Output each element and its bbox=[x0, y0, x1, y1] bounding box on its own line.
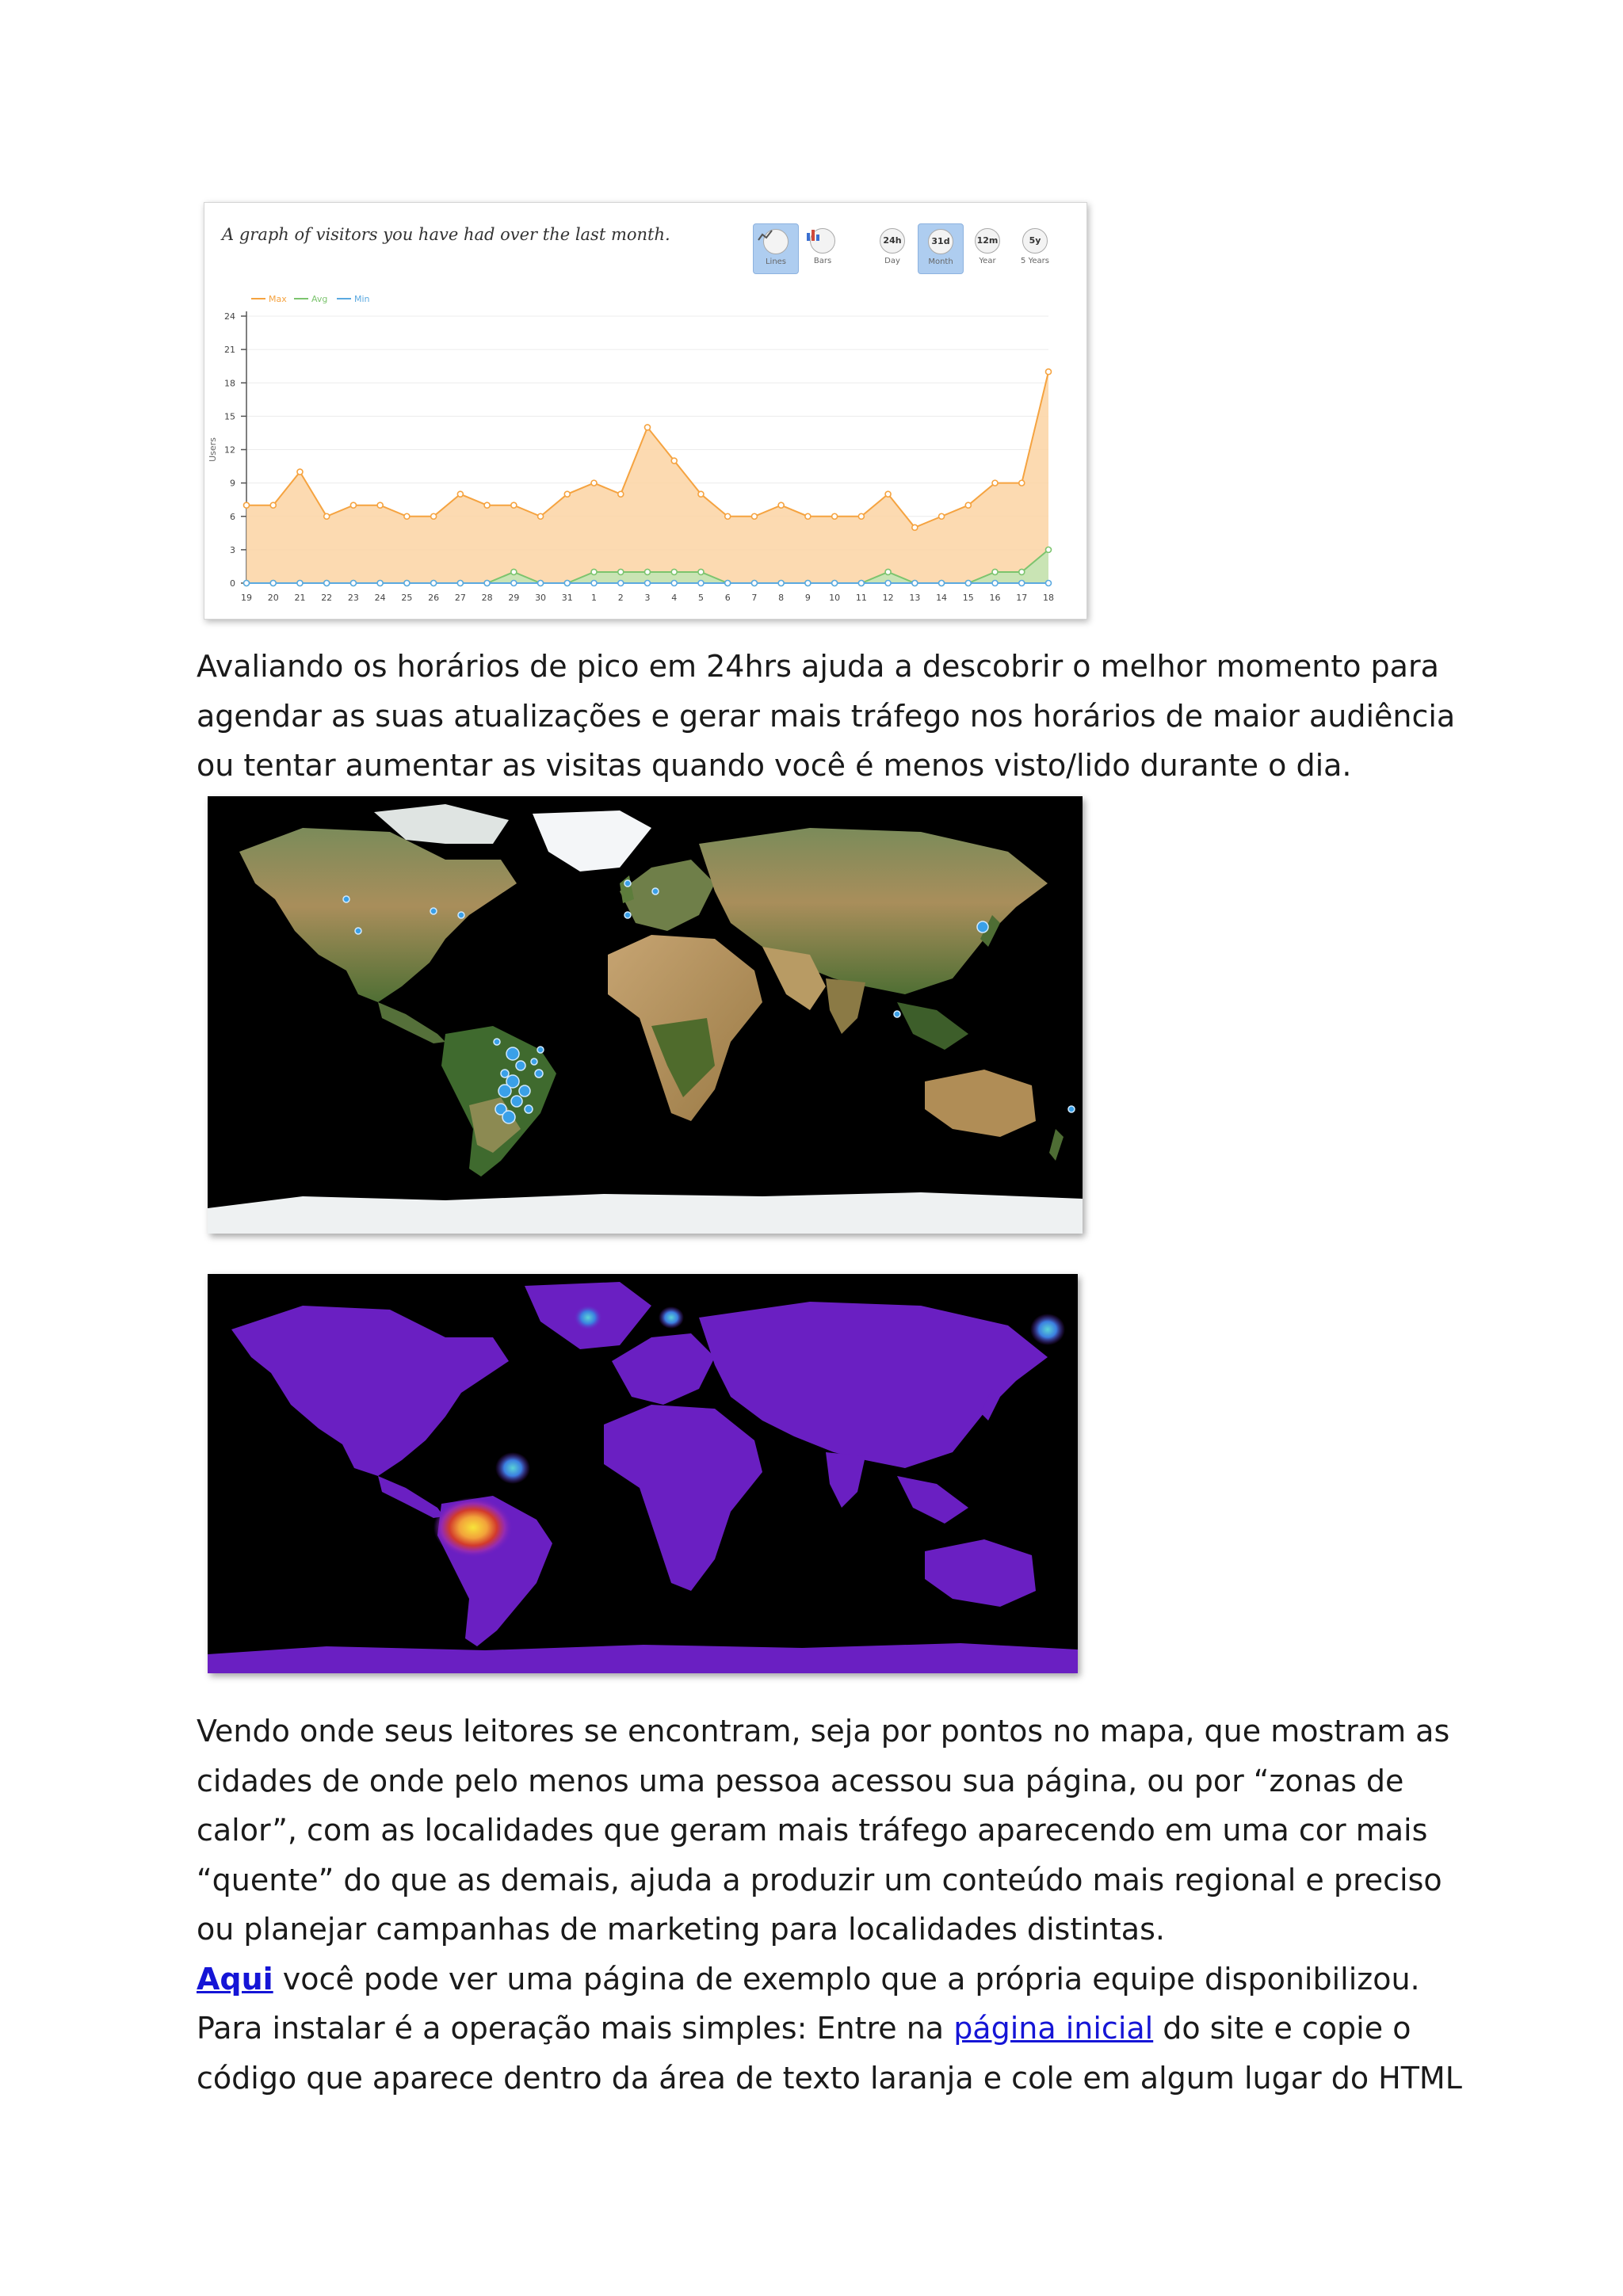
y-axis-label: Users bbox=[208, 437, 218, 462]
range-month-knob: 31d bbox=[928, 229, 953, 254]
range-year-knob: 12m bbox=[975, 228, 1000, 254]
data-point-max bbox=[591, 480, 597, 486]
pagina-inicial-link[interactable]: página inicial bbox=[953, 2011, 1154, 2046]
text-segment: você pode ver uma página de exemplo que a própria equipe disponibilizou. bbox=[273, 1961, 1420, 1997]
range-5years-knob: 5y bbox=[1022, 228, 1048, 254]
range-5years-label: 5 Years bbox=[1021, 257, 1049, 265]
data-point-min bbox=[431, 581, 437, 586]
data-point-max bbox=[297, 469, 303, 475]
paragraph-peak-hours bbox=[197, 642, 1456, 791]
data-point-max bbox=[645, 425, 651, 430]
data-point-avg bbox=[1046, 547, 1052, 552]
data-point-min bbox=[885, 581, 891, 586]
data-point-max bbox=[858, 513, 864, 519]
visitors-chart-widget bbox=[204, 202, 1087, 620]
data-point-avg bbox=[511, 569, 517, 574]
heat-hotspot-south-brazil bbox=[433, 1497, 513, 1558]
series-area-max bbox=[246, 372, 1048, 583]
legend-label-avg: Avg bbox=[311, 294, 328, 304]
data-point-max bbox=[965, 502, 971, 508]
x-tick-label: 16 bbox=[989, 593, 1001, 603]
data-point-min bbox=[270, 581, 276, 586]
legend-label-min: Min bbox=[354, 294, 370, 304]
x-tick-label: 5 bbox=[697, 593, 704, 603]
heat-map-image bbox=[208, 1274, 1078, 1673]
text-line: “quente” do que as demais, ajuda a produzir um conteúdo mais regional e preciso bbox=[197, 1862, 1442, 1897]
text-line: ou planejar campanhas de marketing para localidades distintas. bbox=[197, 1912, 1165, 1947]
data-point-max bbox=[1046, 369, 1052, 375]
x-tick-label: 13 bbox=[909, 593, 921, 603]
data-point-min bbox=[511, 581, 517, 586]
bars-label: Bars bbox=[813, 257, 832, 265]
x-tick-label: 30 bbox=[535, 593, 547, 603]
text-segment: do site e copie o bbox=[1153, 2011, 1411, 2046]
data-point-min bbox=[484, 581, 490, 586]
data-point-min bbox=[324, 581, 330, 586]
data-point-avg bbox=[992, 569, 998, 574]
data-point-min bbox=[645, 581, 651, 586]
paragraph-reader-location bbox=[197, 1707, 1462, 2103]
y-tick-label: 0 bbox=[230, 578, 235, 589]
data-point-avg bbox=[671, 569, 677, 574]
data-point-min bbox=[618, 581, 624, 586]
y-tick-label: 9 bbox=[230, 478, 235, 489]
x-tick-label: 29 bbox=[508, 593, 520, 603]
data-point-max bbox=[671, 458, 677, 463]
x-tick-label: 25 bbox=[401, 593, 413, 603]
visitors-chart bbox=[204, 203, 1086, 619]
x-tick-label: 15 bbox=[962, 593, 974, 603]
data-point-max bbox=[912, 524, 918, 530]
data-point-min bbox=[377, 581, 383, 586]
range-year-label: Year bbox=[979, 257, 996, 265]
x-tick-label: 14 bbox=[936, 593, 948, 603]
world-map-visitor-points bbox=[208, 796, 1083, 1234]
data-point-max bbox=[778, 502, 784, 508]
data-point-avg bbox=[885, 569, 891, 574]
y-tick-label: 24 bbox=[224, 311, 235, 322]
data-point-max bbox=[805, 513, 811, 519]
range-day-label: Day bbox=[884, 257, 900, 265]
y-tick-label: 21 bbox=[224, 345, 235, 356]
data-point-avg bbox=[591, 569, 597, 574]
x-tick-label: 10 bbox=[829, 593, 841, 603]
data-point-min bbox=[778, 581, 784, 586]
x-tick-label: 23 bbox=[347, 593, 359, 603]
data-point-max bbox=[350, 502, 356, 508]
text-line: cidades de onde pelo menos uma pessoa acessou sua página, ou por “zonas de bbox=[197, 1763, 1404, 1798]
data-point-avg bbox=[618, 569, 624, 574]
data-point-min bbox=[725, 581, 731, 586]
data-point-min bbox=[858, 581, 864, 586]
text-line-install bbox=[197, 2004, 1433, 2054]
data-point-min bbox=[671, 581, 677, 586]
data-point-min bbox=[912, 581, 918, 586]
data-point-min bbox=[297, 581, 303, 586]
data-point-max bbox=[751, 513, 757, 519]
data-point-min bbox=[698, 581, 704, 586]
data-point-min bbox=[1019, 581, 1025, 586]
x-tick-label: 7 bbox=[751, 593, 758, 603]
text-line-aqui bbox=[197, 1955, 1433, 2004]
data-point-min bbox=[244, 581, 250, 586]
x-tick-label: 4 bbox=[671, 593, 678, 603]
y-tick-label: 6 bbox=[230, 511, 235, 522]
data-point-min bbox=[404, 581, 410, 586]
x-tick-label: 9 bbox=[804, 593, 811, 603]
data-point-min bbox=[992, 581, 998, 586]
y-tick-label: 18 bbox=[224, 378, 235, 389]
data-point-min bbox=[965, 581, 971, 586]
x-tick-label: 17 bbox=[1016, 593, 1028, 603]
x-tick-label: 31 bbox=[561, 593, 573, 603]
x-tick-label: 21 bbox=[294, 593, 306, 603]
x-tick-label: 27 bbox=[454, 593, 466, 603]
data-point-avg bbox=[1019, 569, 1025, 574]
text-line: calor”, com as localidades que geram mais tráfego aparecendo em uma cor mais bbox=[197, 1813, 1428, 1848]
world-map-heat-zones bbox=[208, 1274, 1078, 1673]
text-line: agendar as suas atualizações e gerar mais tráfego nos horários de maior audiência bbox=[197, 698, 1456, 734]
data-point-min bbox=[1046, 581, 1052, 586]
data-point-min bbox=[591, 581, 597, 586]
data-point-avg bbox=[645, 569, 651, 574]
data-point-max bbox=[885, 491, 891, 497]
data-point-max bbox=[270, 502, 276, 508]
y-tick-label: 12 bbox=[224, 444, 235, 456]
data-point-min bbox=[538, 581, 544, 586]
data-point-min bbox=[457, 581, 463, 586]
data-point-min bbox=[805, 581, 811, 586]
data-point-max bbox=[511, 502, 517, 508]
data-point-avg bbox=[698, 569, 704, 574]
x-tick-label: 20 bbox=[267, 593, 279, 603]
data-point-min bbox=[832, 581, 838, 586]
x-tick-label: 12 bbox=[882, 593, 894, 603]
data-point-min bbox=[939, 581, 945, 586]
world-map-image bbox=[208, 796, 1083, 1234]
data-point-max bbox=[538, 513, 544, 519]
data-point-max bbox=[1019, 480, 1025, 486]
x-tick-label: 2 bbox=[617, 593, 624, 603]
legend-label-max: Max bbox=[269, 294, 287, 304]
x-tick-label: 1 bbox=[591, 593, 598, 603]
x-tick-label: 22 bbox=[321, 593, 333, 603]
data-point-max bbox=[484, 502, 490, 508]
data-point-max bbox=[244, 502, 250, 508]
data-point-max bbox=[725, 513, 731, 519]
text-line: Vendo onde seus leitores se encontram, seja por pontos no mapa, que mostram as bbox=[197, 1714, 1450, 1749]
x-tick-label: 24 bbox=[374, 593, 386, 603]
text-line: código que aparece dentro da área de texto laranja e cole em algum lugar do HTML bbox=[197, 2060, 1462, 2096]
x-tick-label: 18 bbox=[1043, 593, 1054, 603]
data-point-max bbox=[992, 480, 998, 486]
data-point-max bbox=[457, 491, 463, 497]
data-point-max bbox=[431, 513, 437, 519]
data-point-max bbox=[377, 502, 383, 508]
x-tick-label: 6 bbox=[724, 593, 731, 603]
data-point-max bbox=[698, 491, 704, 497]
data-point-min bbox=[564, 581, 570, 586]
range-month-label: Month bbox=[928, 257, 953, 266]
data-point-max bbox=[618, 491, 624, 497]
data-point-max bbox=[564, 491, 570, 497]
y-tick-label: 3 bbox=[230, 544, 235, 555]
x-tick-label: 8 bbox=[778, 593, 785, 603]
x-tick-label: 19 bbox=[241, 593, 252, 603]
x-tick-label: 28 bbox=[481, 593, 493, 603]
x-tick-label: 11 bbox=[855, 593, 867, 603]
data-point-min bbox=[751, 581, 757, 586]
data-point-max bbox=[404, 513, 410, 519]
text-line: Avaliando os horários de pico em 24hrs ajuda a descobrir o melhor momento para bbox=[197, 649, 1439, 684]
data-point-max bbox=[324, 513, 330, 519]
aqui-link[interactable]: Aqui bbox=[197, 1961, 273, 1997]
data-point-max bbox=[832, 513, 838, 519]
data-point-max bbox=[939, 513, 945, 519]
lines-label: Lines bbox=[765, 257, 787, 266]
x-tick-label: 26 bbox=[428, 593, 440, 603]
text-line: ou tentar aumentar as visitas quando você é menos visto/lido durante o dia. bbox=[197, 748, 1352, 783]
chart-title: A graph of visitors you have had over the last month. bbox=[222, 225, 670, 244]
text-segment: Para instalar é a operação mais simples: Entre na bbox=[197, 2011, 954, 2046]
y-tick-label: 15 bbox=[224, 411, 235, 422]
range-day-knob: 24h bbox=[880, 228, 905, 254]
x-tick-label: 3 bbox=[644, 593, 651, 603]
data-point-min bbox=[350, 581, 356, 586]
